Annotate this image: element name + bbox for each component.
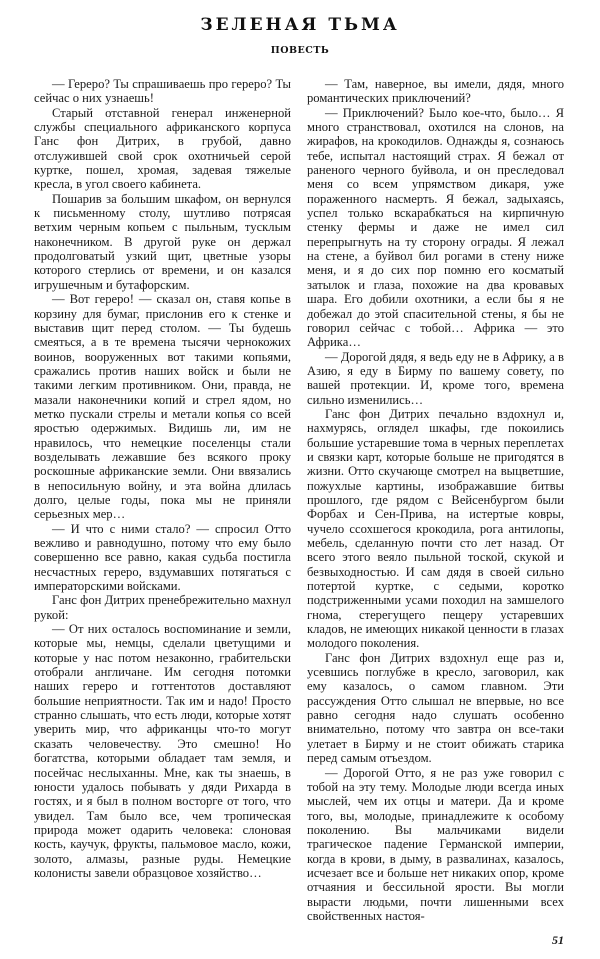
- left-text-column: [34, 77, 291, 880]
- paragraph: Ганс фон Дитрих пренебрежительно махнул рукой:: [34, 593, 291, 622]
- paragraph: — От них осталось воспоминание и земли, которые мы, немцы, сделали цветущими и которые у нас потом незаконно, грабительски отобрали англичане. Им сегодня потомки наших гереро и готтентотов доставляют большие неприятности. Так им и надо! Просто странно слышать, что есть люди, которые хотят уверить мир, что африканцы что-то могут сказать человечеству. Это смешно! Но богатства, которыми обладает там земля, и посейчас неслыханны. Мне, как ты знаешь, в юности удалось побывать у дяди Рихарда в гостях, и я был в полном восторге от того, что увидел. Там было все, чем тропическая природа может одарить человека: слоновая кость, каучук, фрукты, пальмовое масло, кожи, золото, алмазы, разные руды. Немецкие колонисты завели образцовое хозяйство…: [34, 622, 291, 880]
- paragraph: — Вот гереро! — сказал он, ставя копье в корзину для бумаг, прислонив его к стенке и выставив щит перед столом. — Ты будешь смеяться, а в те времена тысячи чернокожих воинов, вооруженных вот такими копьями, сражались против наших войск и были не такими легким противником. Они, правда, не мазали наконечники копий и стрел ядом, но метко пускали стрелы и метали копья со всей яростью одержимых. Видишь ли, им не нравилось, что немецкие поселенцы стали возделывать лежавшие без всякого проку роскошные африканские земли. Они ввязались в непосильную войну, и эта война длилась долго, целые годы, пока мы не приняли серьезных мер…: [34, 292, 291, 522]
- paragraph: — И что с ними стало? — спросил Отто вежливо и равнодушно, потому что ему было совершенно все равно, какая судьба постигла несчастных гереро, вздумавших потягаться с императорскими войсками.: [34, 521, 291, 594]
- paragraph: — Там, наверное, вы имели, дядя, много романтических приключений?: [307, 77, 564, 106]
- paragraph: — Приключений? Было кое-что, было… Я много странствовал, охотился на слонов, на жирафов, на крокодилов. Однажды я, сознаюсь тебе, испытал настоящий страх. Я бежал от раненого черного буйвола, и он преследовал меня со всем упрямством дикаря, уже пораженного насмерть. Я бежал, задыхаясь, успел только вскарабкаться на кирпичную стенку фермы и даже не имел сил перепрыгнуть на ту сторону ограды. Я лежал на стене, а буйвол бил рогами в стену ниже меня, и я до сих пор помню его косматый затылок и глаза, похожие на два кровавых шара. Его добили охотники, а если бы я не добежал до этой спасительной стены, я бы не говорил сейчас с тобой… Африка — это Африка…: [307, 105, 564, 350]
- story-title: ЗЕЛЕНАЯ ТЬМА: [200, 15, 400, 35]
- paragraph: Старый отставной генерал инженерной службы специального африканского корпуса Ганс фон Дитрих, в грубой, давно отслужившей свой срок охотничьей серой куртке, пошел, хромая, задевая тяжелые кресла, в угол своего кабинета.: [34, 105, 291, 192]
- right-text-column: [307, 77, 564, 959]
- paragraph: — Дорогой Отто, я не раз уже говорил с тобой на эту тему. Молодые люди всегда иных мыслей, чем их отцы и матери. Да и кроме того, вы, молодые, принадлежите к особому поколению. Вы мальчиками видели трагическое падение Германской империи, когда в крови, в дыму, в развалинах, казалось, исчезает все и больше нет никаких опор, кроме отчаяния и бессильной ярости. Вы могли вырасти людьми, почти лишенными всех свойственных настоя-: [307, 765, 564, 923]
- paragraph: Ганс фон Дитрих вздохнул еще раз и, усевшись поглубже в кресло, заговорил, как ему казалось, о самом главном. Эти рассуждения Отто слышал не впервые, но все равно сегодня надо слушать особенно внимательно, потому что завтра он все-таки улетает в Бирму и не стоит обижать старика перед самым отъездом.: [307, 650, 564, 766]
- story-subtitle: ПОВЕСТЬ: [270, 45, 330, 56]
- text-columns: [0, 77, 564, 959]
- paragraph: Пошарив за большим шкафом, он вернулся к письменному столу, шутливо потрясая ветхим черным копьем с пыльным, тусклым наконечником. В другой руке он держал продолговатый узкий щит, цветные узоры которого стерлись от времени, и он казался игрушечным и бутафорским.: [34, 191, 291, 292]
- page-number: 51: [552, 933, 564, 948]
- paragraph: — Гереро? Ты спрашиваешь про гереро? Ты сейчас о них узнаешь!: [34, 77, 291, 106]
- paragraph: Ганс фон Дитрих печально вздохнул и, нахмурясь, оглядел шкафы, где покоились большие устаревшие тома в черных переплетах и связки карт, которые больше не пригодятся в жизни. Отто скучающе смотрел на выцветшие, пожухлые картины, изображавшие битвы прошлого, где рядом с Вейсенбургом были Форбах и Сен-Прива, на истертые ковры, чучело ссохшегося крокодила, рога антилопы, мебель, сделанную почти сто лет назад. От всего этого веяло пыльной тоской, скукой и безвыходностью. И сам дядя в своей сильно потертой куртке, с седыми, коротко подстриженными усами походил на замшелого гнома, стерегущего пещеру устаревших кладов, не имеющих никакой ценности в глазах молодого поколения.: [307, 406, 564, 651]
- paragraph: — Дорогой дядя, я ведь еду не в Африку, а в Азию, я еду в Бирму по вашему совету, по вашей протекции. И, кроме того, времена сильно изменились…: [307, 349, 564, 407]
